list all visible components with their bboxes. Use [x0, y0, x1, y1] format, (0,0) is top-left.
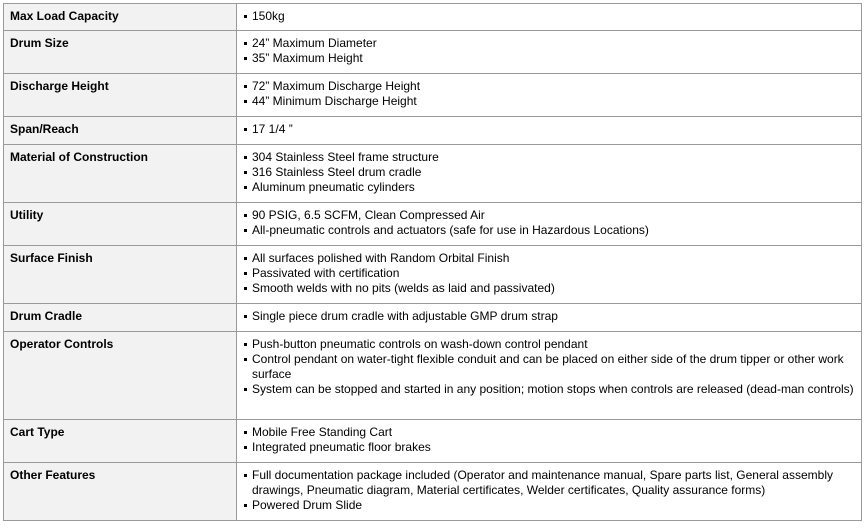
spec-value-list — [243, 309, 855, 324]
spec-value — [237, 145, 862, 203]
spec-value-item: 90 PSIG, 6.5 SCFM, Clean Compressed Air — [243, 208, 855, 223]
spec-value-item: System can be stopped and started in any position; motion stops when controls are released (dead-man controls) — [243, 382, 855, 397]
spec-value-list — [243, 208, 855, 238]
spec-value-item: Mobile Free Standing Cart — [243, 425, 855, 440]
spec-value-item: 35” Maximum Height — [243, 51, 855, 66]
spec-value-item: Integrated pneumatic floor brakes — [243, 440, 855, 455]
spec-row — [4, 463, 862, 521]
spec-value-item: Control pendant on water-tight flexible conduit and can be placed on either side of the drum tipper or other work surface — [243, 352, 855, 382]
spec-value-list — [243, 79, 855, 109]
spec-row — [4, 332, 862, 420]
spec-value-list — [243, 150, 855, 195]
spec-label: Material of Construction — [4, 145, 237, 203]
spec-value-item: 17 1/4 ” — [243, 122, 855, 137]
spec-value-item: Smooth welds with no pits (welds as laid and passivated) — [243, 281, 855, 296]
spec-value-item: Passivated with certification — [243, 266, 855, 281]
spec-row — [4, 4, 862, 31]
spec-value-list — [243, 337, 855, 397]
spec-value — [237, 463, 862, 521]
spec-row — [4, 74, 862, 117]
spec-row — [4, 117, 862, 145]
spec-row — [4, 31, 862, 74]
spec-value-list — [243, 425, 855, 455]
spec-label: Max Load Capacity — [4, 4, 237, 31]
spec-value — [237, 31, 862, 74]
spec-value-list — [243, 9, 855, 24]
spec-value-list — [243, 122, 855, 137]
spec-value — [237, 74, 862, 117]
spec-label: Utility — [4, 203, 237, 246]
spec-value-item: Full documentation package included (Operator and maintenance manual, Spare parts list, General assembly drawings, Pneumatic diagram, Material certificates, Welder certificates, Quality assurance forms) — [243, 468, 855, 498]
spec-label: Drum Size — [4, 31, 237, 74]
spec-value — [237, 420, 862, 463]
spec-label: Drum Cradle — [4, 304, 237, 332]
spec-row — [4, 420, 862, 463]
spec-value-item: All-pneumatic controls and actuators (safe for use in Hazardous Locations) — [243, 223, 855, 238]
spec-value — [237, 246, 862, 304]
spec-label: Operator Controls — [4, 332, 237, 420]
spec-value-item: All surfaces polished with Random Orbital Finish — [243, 251, 855, 266]
spec-value-item: 150kg — [243, 9, 855, 24]
spec-value-list — [243, 251, 855, 296]
spec-row — [4, 246, 862, 304]
spec-value-item: Powered Drum Slide — [243, 498, 855, 513]
spec-value-item: Aluminum pneumatic cylinders — [243, 180, 855, 195]
spec-value-item: 72” Maximum Discharge Height — [243, 79, 855, 94]
spec-value-list — [243, 36, 855, 66]
spec-value — [237, 117, 862, 145]
spec-label: Cart Type — [4, 420, 237, 463]
spec-value-item: Single piece drum cradle with adjustable GMP drum strap — [243, 309, 855, 324]
spec-value — [237, 4, 862, 31]
spec-label: Surface Finish — [4, 246, 237, 304]
spec-value — [237, 203, 862, 246]
spec-value — [237, 332, 862, 420]
spec-label: Discharge Height — [4, 74, 237, 117]
spec-value-item: 44” Minimum Discharge Height — [243, 94, 855, 109]
spec-table-body — [4, 4, 862, 521]
spec-row — [4, 145, 862, 203]
spec-label: Span/Reach — [4, 117, 237, 145]
spec-row — [4, 304, 862, 332]
spec-label: Other Features — [4, 463, 237, 521]
spec-table — [3, 3, 862, 521]
spec-value-item: 316 Stainless Steel drum cradle — [243, 165, 855, 180]
spec-value-item: Push-button pneumatic controls on wash-down control pendant — [243, 337, 855, 352]
spec-row — [4, 203, 862, 246]
spec-value-list — [243, 468, 855, 513]
spec-value-item: 24” Maximum Diameter — [243, 36, 855, 51]
spec-value-item: 304 Stainless Steel frame structure — [243, 150, 855, 165]
spec-value — [237, 304, 862, 332]
